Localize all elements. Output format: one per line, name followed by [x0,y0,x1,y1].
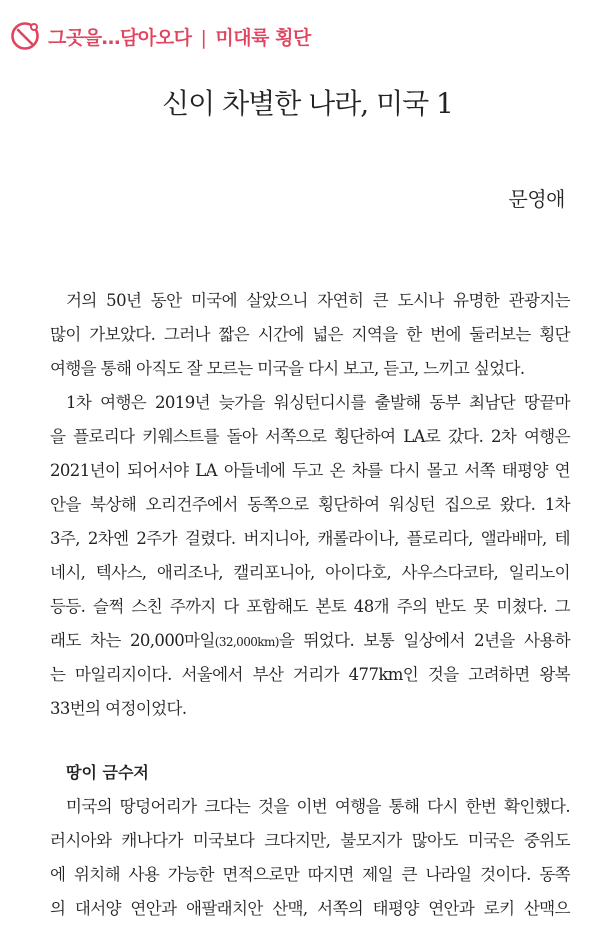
header-separator: | [200,26,207,49]
section-subheading: 땅이 금수저 [66,763,149,782]
paragraph-1 [50,284,570,386]
text-line [50,624,570,658]
paragraph-3 [50,790,570,926]
section-name: 미대륙 횡단 [215,26,311,49]
unit-conversion: (32,000km) [214,635,279,649]
text-segment: 을 뛰었다. 보통 일상에서 2년을 사용하 [278,631,570,650]
text-line: 을 플로리다 키웨스트를 돌아 서쪽으로 횡단하여 LA로 갔다. 2차 여행은 [50,427,570,446]
text-line: 미국의 땅덩어리가 크다는 것을 이번 여행을 통해 다시 한번 확인했다. [66,797,570,816]
text-line: 33번의 여정이었다. [50,699,187,718]
text-line: 거의 50년 동안 미국에 살았으니 자연히 큰 도시나 유명한 관광지는 [66,291,570,310]
text-line: 는 마일리지이다. 서울에서 부산 거리가 477km인 것을 고려하면 왕복 [50,665,570,684]
text-line: 2021년이 되어서야 LA 아들네에 두고 온 차를 다시 몰고 서쪽 태평양 연 [50,461,570,480]
text-line: 3주, 2차엔 2주가 걸렸다. 버지니아, 캐롤라이나, 플로리다, 앨라배마, 테 [50,529,570,548]
article-author: 문영애 [508,187,565,211]
text-line: 등등. 슬쩍 스친 주까지 다 포함해도 본토 48개 주의 반도 못 미쳤다. 그 [50,597,570,616]
text-line: 네시, 텍사스, 애리조나, 캘리포니아, 아이다호, 사우스다코타, 일리노이 [50,563,570,582]
article-body [50,284,570,926]
paragraph-2 [50,386,570,726]
header-title [48,23,311,50]
page-header [10,18,311,54]
text-line: 러시아와 캐나다가 미국보다 크다지만, 불모지가 많아도 미국은 중위도 [50,831,570,850]
text-line: 여행을 통해 아직도 잘 모르는 미국을 다시 보고, 듣고, 느끼고 싶었다. [50,359,525,378]
text-line: 에 위치해 사용 가능한 면적으로만 따지면 제일 큰 나라일 것이다. 동쪽 [50,865,570,884]
text-line: 의 대서양 연안과 애팔래치안 산맥, 서쪽의 태평양 연안과 로키 산맥으 [50,899,570,918]
series-name: 그곳을…담아오다 [48,26,192,49]
eye-logo-icon [10,20,42,52]
text-line: 안을 북상해 오리건주에서 동쪽으로 횡단하여 워싱턴 집으로 왔다. 1차 [50,495,570,514]
text-segment: 래도 차는 20,000마일 [50,631,215,650]
text-line: 1차 여행은 2019년 늦가을 워싱턴디시를 출발해 동부 최남단 땅끝마 [66,393,570,412]
text-line: 많이 가보았다. 그러나 짧은 시간에 넓은 지역을 한 번에 둘러보는 횡단 [50,325,570,344]
article-title: 신이 차별한 나라, 미국 1 [162,87,453,120]
